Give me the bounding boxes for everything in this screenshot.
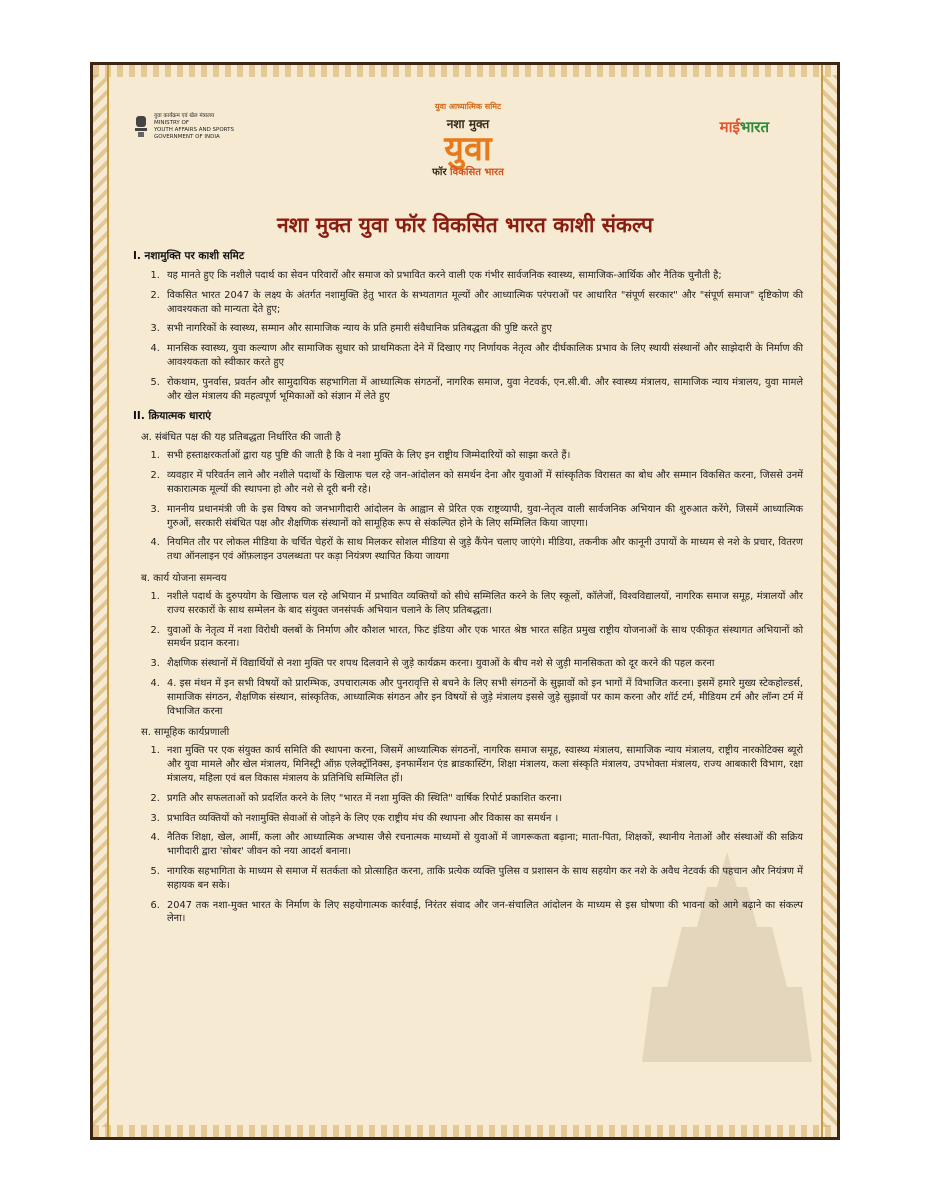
- list-item: 2. विकसित भारत 2047 के लक्ष्य के अंतर्गत नशामुक्ति हेतु भारत के सभ्यतागत मूल्यों और आध्यात्मिक परंपराओं पर आधारित "संपूर्ण सरकार" और "संपूर्ण समाज" दृष्टिकोण की आवश्यकता को मान्यता देते हुए;: [163, 289, 803, 317]
- list-item: 6. 2047 तक नशा-मुक्त भारत के निर्माण के लिए सहयोगात्मक कार्रवाई, निरंतर संवाद और जन-संचालित आंदोलन के माध्यम से इस घोषणा की भावना को आगे बढ़ाने का संकल्प लेना।: [163, 899, 803, 927]
- list-item: 3. माननीय प्रधानमंत्री जी के इस विषय को जनभागीदारी आंदोलन के आह्वान से प्रेरित एक राष्ट्रव्यापी, युवा-नेतृत्व वाली सार्वजनिक अभियान की शुरुआत करेंगे, जिसमें आध्यात्मिक गुरुओं, सरकारी संबंधित पक्ष और शैक्षणिक संस्थानों को सामूहिक रूप से संकल्पित होने के लिए सम्मिलित किया जाएगा।: [163, 503, 803, 531]
- subsection-b-list: [133, 590, 803, 718]
- list-item: 4. 4. इस मंथन में इन सभी विषयों को प्रारम्भिक, उपचारात्मक और पुनरावृत्ति से बचने के लिए सभी संगठनों के सुझावों को इन भागों में विभाजित करना। इसमें हमारे मुख्य स्टेकहोल्डर्स, सामाजिक संगठन, शैक्षणिक संस्थान, सांस्कृतिक, आध्यात्मिक संगठन और इन विषयों से जुड़े मंत्रालय इससे जुड़े सुझावों पर काम करना और शॉर्ट टर्म, मीडियम टर्म और लॉन्ग टर्म में विभाजित करना: [163, 677, 803, 718]
- list-item: 4. नैतिक शिक्षा, खेल, आर्मी, कला और आध्यात्मिक अभ्यास जैसे रचनात्मक माध्यमों से युवाओं में जागरूकता बढ़ाना; माता-पिता, शिक्षकों, स्थानीय नेताओं और संस्थाओं की सक्रिय भागीदारी द्वारा 'सोबर' जीवन को नया आदर्श बनाना।: [163, 831, 803, 859]
- list-item: 1. यह मानते हुए कि नशीले पदार्थ का सेवन परिवारों और समाज को प्रभावित करने वाली एक गंभीर सार्वजनिक स्वास्थ्य, सामाजिक-आर्थिक और नैतिक चुनौती है;: [163, 269, 803, 283]
- list-item: 4. नियमित तौर पर लोकल मीडिया के चर्चित चेहरों के साथ मिलकर सोशल मीडिया से जुड़े कैंपेन चलाए जाएंगे। मीडिया, तकनीक और कानूनी उपायों के माध्यम से नशे के प्रचार, वितरण तथा ऑनलाइन एवं ऑफ़लाइन उपलब्धता पर कड़ा नियंत्रण स्थापित किया जायगा: [163, 536, 803, 564]
- document-frame: [90, 62, 840, 1140]
- subsection-a-list: [133, 449, 803, 564]
- list-item: 3. प्रभावित व्यक्तियों को नशामुक्ति सेवाओं से जोड़ने के लिए एक राष्ट्रीय मंच की स्थापना और विकास का समर्थन ।: [163, 812, 803, 826]
- summit-logo: युवा आध्यात्मिक समिट नशा मुक्त युवा फॉर विकसित भारत: [432, 102, 504, 178]
- list-item: 1. सभी हस्ताक्षरकर्ताओं द्वारा यह पुष्टि की जाती है कि वे नशा मुक्ति के लिए इन राष्ट्रीय जिम्मेदारियों को साझा करते हैं।: [163, 449, 803, 463]
- section-heading: II. क्रियात्मक धाराएं: [133, 410, 211, 423]
- list-item: 2. युवाओं के नेतृत्व में नशा विरोधी क्लबों के निर्माण और कौशल भारत, फिट इंडिया और एक भारत श्रेष्ठ भारत सहित प्रमुख राष्ट्रीय योजनाओं के साथ एकीकृत संस्थागत अभियानों को समर्थन प्रदान करना।: [163, 624, 803, 652]
- national-emblem-icon: [133, 113, 149, 139]
- list-item: 1. नशा मुक्ति पर एक संयुक्त कार्य समिति की स्थापना करना, जिसमें आध्यात्मिक संगठनों, नागरिक समाज समूह, स्वास्थ्य मंत्रालय, सामाजिक न्याय मंत्रालय, राष्ट्रीय नारकोटिक्स ब्यूरो और युवा मामले और खेल मंत्रालय, मिनिस्ट्री ऑफ़ एलेक्ट्रॉनिक्स, इनफार्मेशन एंड ब्राडकास्टिंग, शिक्षा मंत्रालय, कला संस्कृति मंत्रालय, उपभोक्ता मंत्रालय, राज्य आबकारी विभाग, रक्षा मंत्रालय, महिला एवं बल विकास मंत्रालय के प्रतिनिधि सम्मिलित हों।: [163, 744, 803, 785]
- ministry-logo: [133, 113, 263, 141]
- page-title: नशा मुक्त युवा फॉर विकसित भारत काशी संकल्प: [276, 213, 653, 237]
- subsection-heading: स. सामूहिक कार्यप्रणाली: [141, 727, 230, 739]
- ministry-text: युवा कार्यक्रम एवं खेल मंत्रालय MINISTRY OF YOUTH AFFAIRS AND SPORTS GOVERNMENT OF INDIA: [154, 113, 234, 140]
- list-item: 2. व्यवहार में परिवर्तन लाने और नशीले पदार्थों के खिलाफ चल रहे जन-आंदोलन को समर्थन देना और युवाओं में सांस्कृतिक विरासत का बोध और सम्मान विकसित करना, जिससे उनमें सकारात्मक मूल्यों की स्थापना हो और नशे से दूरी बनी रहे।: [163, 469, 803, 497]
- list-item: 5. नागरिक सहभागिता के माध्यम से समाज में सतर्कता को प्रोत्साहित करना, ताकि प्रत्येक व्यक्ति पुलिस व प्रशासन के साथ सहयोग कर नशे के अवैध नेटवर्क की पहचान और नियंत्रण में सहायक बन सके।: [163, 865, 803, 893]
- list-item: 4. मानसिक स्वास्थ्य, युवा कल्याण और सामाजिक सुधार को प्राथमिकता देने में दिखाए गए निर्णायक नेतृत्व और दीर्घकालिक प्रभाव के लिए स्थायी संस्थानों और साझेदारी के निर्माण की आवश्यकता को स्वीकार करते हुए: [163, 342, 803, 370]
- list-item: 2. प्रगति और सफलताओं को प्रदर्शित करने के लिए "भारत में नशा मुक्ति की स्थिति" वार्षिक रिपोर्ट प्रकाशित करना।: [163, 792, 803, 806]
- subsection-heading: ब. कार्य योजना समन्वय: [141, 572, 227, 584]
- mybharat-logo: माईभारत: [719, 118, 769, 136]
- document-body: [133, 249, 803, 932]
- list-item: 5. रोकथाम, पुनर्वास, प्रवर्तन और सामुदायिक सहभागिता में आध्यात्मिक संगठनों, नागरिक समाज, युवा नेटवर्क, एन.सी.बी. और स्वास्थ्य मंत्रालय, सामाजिक न्याय मंत्रालय, युवा मामले और खेल मंत्रालय की महत्वपूर्ण भूमिकाओं को संज्ञान में लेते हुए: [163, 376, 803, 404]
- list-item: 3. सभी नागरिकों के स्वास्थ्य, सम्मान और सामाजिक न्याय के प्रति हमारी संवैधानिक प्रतिबद्धता की पुष्टि करते हुए: [163, 322, 803, 336]
- subsection-heading: अ. संबंधित पक्ष की यह प्रतिबद्धता निर्धारित की जाती है: [141, 432, 341, 444]
- section-heading: I. नशामुक्ति पर काशी समिट: [133, 250, 245, 262]
- section1-list: [133, 269, 803, 403]
- subsection-c-list: [133, 744, 803, 926]
- document-card: [93, 65, 837, 1137]
- list-item: 1. नशीले पदार्थ के दुरुपयोग के खिलाफ चल रहे अभियान में प्रभावित व्यक्तियों को सीधे सम्मिलित करने के लिए स्कूलों, कॉलेजों, विश्वविद्यालयों, नागरिक समाज समूह, मंत्रालयों और राज्य सरकारों के साथ सम्मेलन के बाद संयुक्त जनसंपर्क अभियान चलाने के लिए प्रतिबद्धता।: [163, 590, 803, 618]
- list-item: 3. शैक्षणिक संस्थानों में विद्यार्थियों से नशा मुक्ति पर शपथ दिलवाने से जुड़े कार्यक्रम करना। युवाओं के बीच नशे से जुड़ी मानसिकता को दूर करने की पहल करना: [163, 657, 803, 671]
